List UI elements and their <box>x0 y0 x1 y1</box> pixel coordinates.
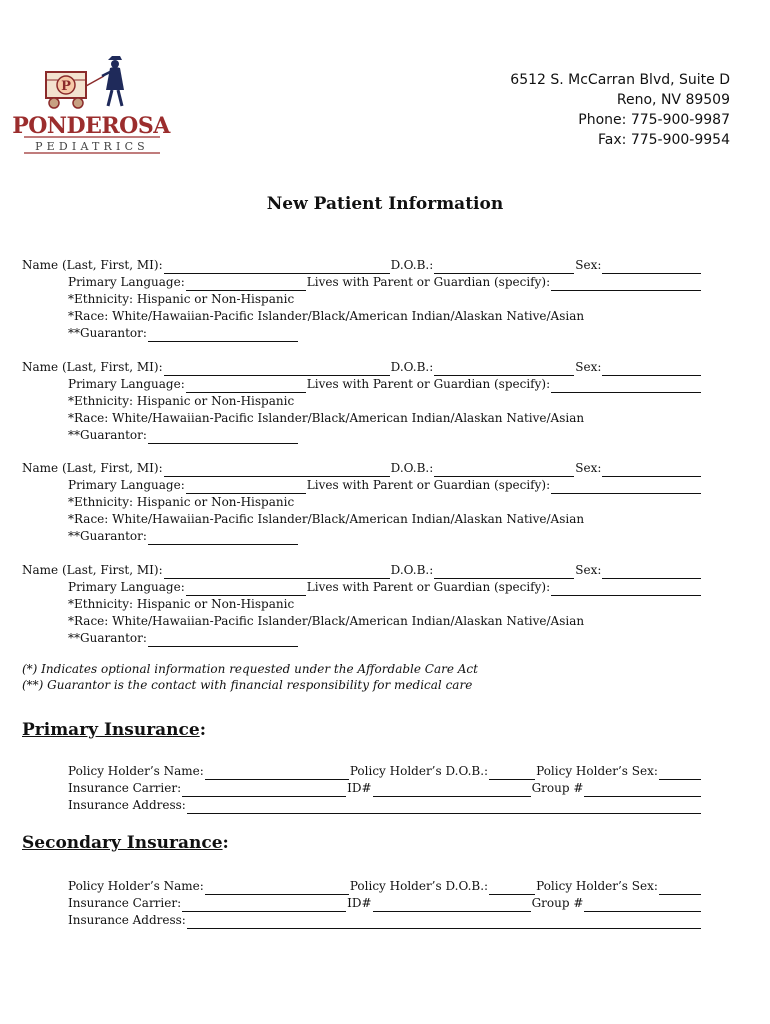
dob-field[interactable] <box>434 261 574 274</box>
lives-with-field[interactable] <box>551 583 701 596</box>
ponderosa-pediatrics-logo <box>12 54 170 156</box>
lives-with-field[interactable] <box>551 278 701 291</box>
language-field[interactable] <box>186 481 306 494</box>
patient-name-field[interactable] <box>164 363 390 376</box>
address-phone: Phone: 775-900-9987 <box>578 112 730 128</box>
patient-block: Name (Last, First, MI): D.O.B.: Sex: Primary Language: Lives with Parent or Guardian (specify): *Ethnicity: Hispanic or Non-Hispanic *Race: White/Hawaiian-Pacific Islander/Black/American Indian/Alaskan Native/Asian **Guarantor: <box>22 460 702 545</box>
patient-block: Name (Last, First, MI): D.O.B.: Sex: Primary Language: Lives with Parent or Guardian (specify): *Ethnicity: Hispanic or Non-Hispanic *Race: White/Hawaiian-Pacific Islander/Black/American Indian/Alaskan Native/Asian **Guarantor: <box>22 257 702 342</box>
svg-text:P: P <box>61 79 71 94</box>
address-city: Reno, NV 89509 <box>616 92 730 108</box>
secondary-insurance-block: Policy Holder’s Name: Policy Holder’s D.O.B.: Policy Holder’s Sex: Insurance Carrier: ID# Group # Insurance Address: <box>68 878 702 929</box>
ethnicity-option[interactable]: *Ethnicity: Hispanic or Non-Hispanic <box>68 292 295 306</box>
carrier-field[interactable] <box>182 784 346 797</box>
ethnicity-option[interactable]: *Ethnicity: Hispanic or Non-Hispanic <box>68 495 295 509</box>
lives-with-field[interactable] <box>551 481 701 494</box>
ethnicity-option[interactable]: *Ethnicity: Hispanic or Non-Hispanic <box>68 394 295 408</box>
page-title: New Patient Information <box>266 194 504 214</box>
group-field[interactable] <box>584 784 701 797</box>
svg-text:PEDIATRICS: PEDIATRICS <box>35 140 149 153</box>
primary-insurance-block: Policy Holder’s Name: Policy Holder’s D.O.B.: Policy Holder’s Sex: Insurance Carrier: ID# Group # Insurance Address: <box>68 763 702 814</box>
group-field[interactable] <box>584 899 701 912</box>
language-field[interactable] <box>186 278 306 291</box>
lives-with-field[interactable] <box>551 380 701 393</box>
guarantor-field[interactable] <box>148 634 298 647</box>
address-fax: Fax: 775-900-9954 <box>598 132 730 148</box>
sex-field[interactable] <box>602 464 701 477</box>
race-option[interactable]: *Race: White/Hawaiian-Pacific Islander/Black/American Indian/Alaskan Native/Asian <box>68 411 585 425</box>
holder-name-field[interactable] <box>205 882 349 895</box>
dob-field[interactable] <box>434 566 574 579</box>
patient-block: Name (Last, First, MI): D.O.B.: Sex: Primary Language: Lives with Parent or Guardian (specify): *Ethnicity: Hispanic or Non-Hispanic *Race: White/Hawaiian-Pacific Islander/Black/American Indian/Alaskan Native/Asian **Guarantor: <box>22 359 702 444</box>
sex-field[interactable] <box>602 261 701 274</box>
insurance-address-field[interactable] <box>187 916 701 929</box>
clinic-address <box>510 70 730 150</box>
address-street: 6512 S. McCarran Blvd, Suite D <box>510 72 730 88</box>
guarantor-field[interactable] <box>148 431 298 444</box>
id-field[interactable] <box>373 784 531 797</box>
svg-text:PONDEROSA: PONDEROSA <box>12 113 170 139</box>
sex-field[interactable] <box>602 363 701 376</box>
insurance-address-field[interactable] <box>187 801 701 814</box>
holder-name-field[interactable] <box>205 767 349 780</box>
primary-insurance-heading: Primary Insurance: <box>22 720 206 740</box>
race-option[interactable]: *Race: White/Hawaiian-Pacific Islander/Black/American Indian/Alaskan Native/Asian <box>68 309 585 323</box>
note-guarantor: (**) Guarantor is the contact with financial responsibility for medical care <box>22 678 473 692</box>
holder-sex-field[interactable] <box>659 882 701 895</box>
dob-field[interactable] <box>434 464 574 477</box>
holder-dob-field[interactable] <box>489 767 535 780</box>
holder-sex-field[interactable] <box>659 767 701 780</box>
id-field[interactable] <box>373 899 531 912</box>
guarantor-field[interactable] <box>148 329 298 342</box>
note-optional: (*) Indicates optional information requested under the Affordable Care Act <box>22 662 478 676</box>
language-field[interactable] <box>186 380 306 393</box>
sex-field[interactable] <box>602 566 701 579</box>
footnotes <box>22 661 478 693</box>
race-option[interactable]: *Race: White/Hawaiian-Pacific Islander/Black/American Indian/Alaskan Native/Asian <box>68 512 585 526</box>
guarantor-field[interactable] <box>148 532 298 545</box>
dob-field[interactable] <box>434 363 574 376</box>
patient-name-field[interactable] <box>164 566 390 579</box>
ethnicity-option[interactable]: *Ethnicity: Hispanic or Non-Hispanic <box>68 597 295 611</box>
patient-name-field[interactable] <box>164 261 390 274</box>
language-field[interactable] <box>186 583 306 596</box>
secondary-insurance-heading: Secondary Insurance: <box>22 833 229 853</box>
patient-name-field[interactable] <box>164 464 390 477</box>
patient-block: Name (Last, First, MI): D.O.B.: Sex: Primary Language: Lives with Parent or Guardian (specify): *Ethnicity: Hispanic or Non-Hispanic *Race: White/Hawaiian-Pacific Islander/Black/American Indian/Alaskan Native/Asian **Guarantor: <box>22 562 702 647</box>
holder-dob-field[interactable] <box>489 882 535 895</box>
carrier-field[interactable] <box>182 899 346 912</box>
race-option[interactable]: *Race: White/Hawaiian-Pacific Islander/Black/American Indian/Alaskan Native/Asian <box>68 614 585 628</box>
